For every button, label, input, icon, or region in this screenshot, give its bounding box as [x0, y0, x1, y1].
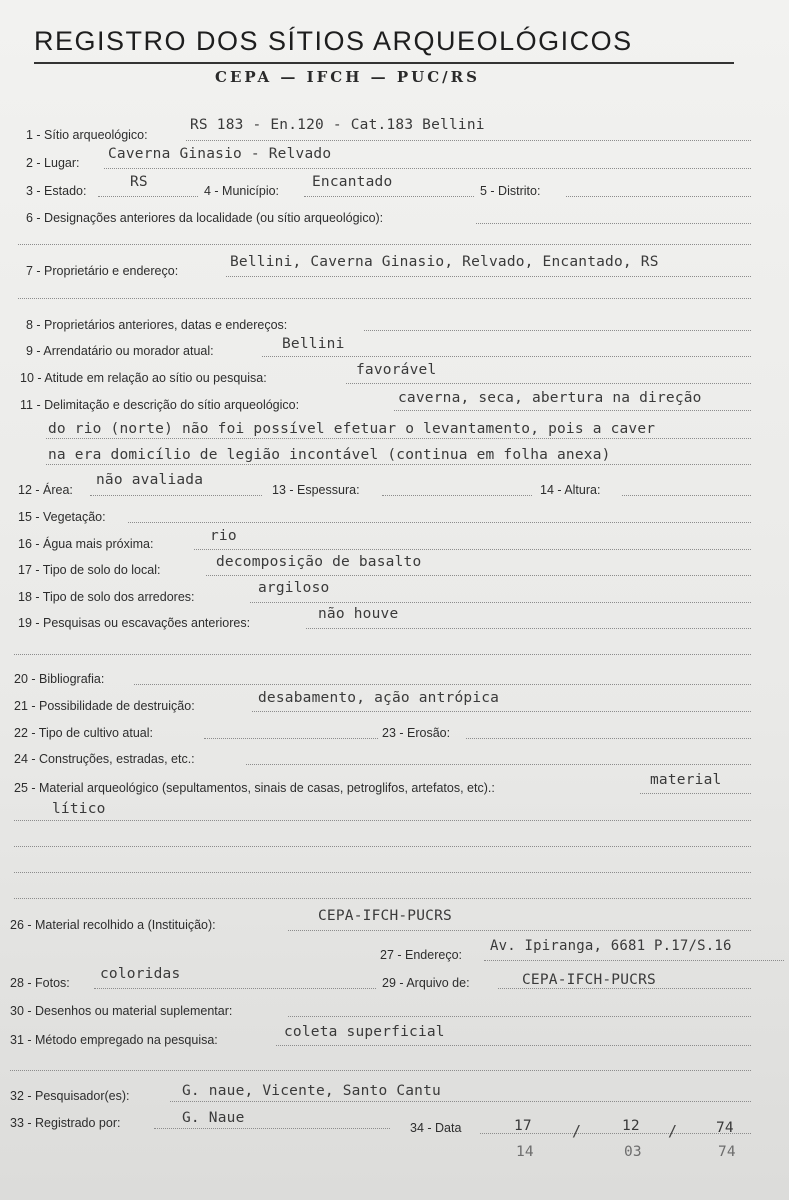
field-2-line — [104, 168, 751, 169]
field-5-line — [566, 196, 751, 197]
field-12-value: não avaliada — [96, 472, 204, 488]
field-31-value: coleta superficial — [284, 1024, 445, 1040]
field-4-label: 4 - Município: — [204, 184, 280, 198]
field-24-label: 24 - Construções, estradas, etc.: — [14, 752, 195, 766]
field-34-month-faint: 03 — [624, 1144, 642, 1160]
field-25-line — [640, 793, 751, 794]
field-23-label: 23 - Erosão: — [382, 726, 451, 740]
field-4-line — [304, 196, 474, 197]
field-7-line-2 — [18, 298, 751, 299]
field-25-line-2 — [14, 820, 751, 821]
field-16-line — [194, 549, 751, 550]
field-34-label: 34 - Data — [410, 1121, 462, 1135]
field-25-label: 25 - Material arqueológico (sepultamentos, sinais de casas, petroglifos, artefatos, etc).: — [14, 781, 495, 795]
field-10-value: favorável — [356, 362, 437, 378]
field-16-label: 16 - Água mais próxima: — [18, 537, 154, 551]
field-6-label: 6 - Designações anteriores da localidade (ou sítio arqueológico): — [26, 211, 384, 225]
field-26-line — [288, 930, 751, 931]
field-34-year: 74 — [716, 1120, 734, 1136]
field-25-line-4 — [14, 872, 751, 873]
field-11-value-line-2: do rio (norte) não foi possível efetuar o levantamento, pois a caver — [48, 421, 656, 437]
field-17-value: decomposição de basalto — [216, 554, 422, 570]
field-18-label: 18 - Tipo de solo dos arredores: — [18, 590, 195, 604]
field-15-label: 15 - Vegetação: — [18, 510, 106, 524]
field-12-line — [90, 495, 262, 496]
field-34-separator-1: / — [572, 1122, 582, 1140]
field-11-line-3 — [46, 464, 751, 465]
field-25-line-3 — [14, 846, 751, 847]
field-11-line-2 — [46, 438, 751, 439]
field-7-value: Bellini, Caverna Ginasio, Relvado, Encantado, RS — [230, 254, 659, 270]
field-19-label: 19 - Pesquisas ou escavações anteriores: — [18, 616, 251, 630]
field-14-line — [622, 495, 751, 496]
field-30-label: 30 - Desenhos ou material suplementar: — [10, 1004, 233, 1018]
field-25-line-5 — [14, 898, 751, 899]
field-31-line-2 — [10, 1070, 751, 1071]
field-14-label: 14 - Altura: — [540, 483, 601, 497]
field-29-label: 29 - Arquivo de: — [382, 976, 470, 990]
field-34-separator-2: / — [668, 1122, 678, 1140]
field-7-label: 7 - Proprietário e endereço: — [26, 264, 179, 278]
field-27-label: 27 - Endereço: — [380, 948, 462, 962]
field-20-label: 20 - Bibliografia: — [14, 672, 105, 686]
field-17-label: 17 - Tipo de solo do local: — [18, 563, 161, 577]
field-7-line — [226, 276, 751, 277]
field-20-line — [134, 684, 751, 685]
field-9-value: Bellini — [282, 336, 345, 352]
form-title: REGISTRO DOS SÍTIOS ARQUEOLÓGICOS — [34, 26, 633, 56]
field-11-value-line-1: caverna, seca, abertura na direção — [398, 390, 702, 406]
field-4-value: Encantado — [312, 174, 393, 190]
field-19-line-2 — [14, 654, 751, 655]
field-17-line — [206, 575, 751, 576]
field-11-value-line-3: na era domicílio de legião incontável (continua em folha anexa) — [48, 447, 611, 463]
field-33-value: G. Naue — [182, 1110, 245, 1126]
field-34-year-faint: 74 — [718, 1144, 736, 1160]
field-19-line — [306, 628, 751, 629]
field-19-value: não houve — [318, 606, 399, 622]
field-2-label: 2 - Lugar: — [26, 156, 80, 170]
field-1-label: 1 - Sítio arqueológico: — [26, 128, 148, 142]
field-9-label: 9 - Arrendatário ou morador atual: — [26, 344, 214, 358]
field-29-line — [498, 988, 751, 989]
field-23-line — [466, 738, 751, 739]
field-6-line — [476, 223, 751, 224]
field-25-value-line-1: material — [650, 772, 722, 788]
field-2-value: Caverna Ginasio - Relvado — [108, 146, 332, 162]
field-33-line — [154, 1128, 390, 1129]
field-28-line — [94, 988, 376, 989]
field-9-line — [262, 356, 751, 357]
field-1-line — [186, 140, 751, 141]
field-25-value-line-2: lítico — [52, 801, 106, 817]
field-3-line — [98, 196, 198, 197]
field-30-line — [288, 1016, 751, 1017]
field-34-day: 17 — [514, 1118, 532, 1134]
field-12-label: 12 - Área: — [18, 483, 73, 497]
field-32-line — [170, 1101, 751, 1102]
field-3-value: RS — [130, 174, 148, 190]
field-22-label: 22 - Tipo de cultivo atual: — [14, 726, 153, 740]
field-15-line — [128, 522, 751, 523]
field-26-value: CEPA-IFCH-PUCRS — [318, 908, 452, 924]
field-22-line — [204, 738, 378, 739]
field-21-label: 21 - Possibilidade de destruição: — [14, 699, 195, 713]
field-8-label: 8 - Proprietários anteriores, datas e endereços: — [26, 318, 288, 332]
field-5-label: 5 - Distrito: — [480, 184, 541, 198]
field-11-label: 11 - Delimitação e descrição do sítio arqueológico: — [20, 398, 300, 412]
field-24-line — [246, 764, 751, 765]
field-32-value: G. naue, Vicente, Santo Cantu — [182, 1083, 441, 1099]
field-31-label: 31 - Método empregado na pesquisa: — [10, 1033, 218, 1047]
field-1-value: RS 183 - En.120 - Cat.183 Bellini — [190, 117, 485, 133]
field-27-line — [484, 960, 784, 961]
field-13-label: 13 - Espessura: — [272, 483, 360, 497]
field-11-line — [394, 410, 751, 411]
field-27-value: Av. Ipiranga, 6681 P.17/S.16 — [490, 938, 732, 954]
field-32-label: 32 - Pesquisador(es): — [10, 1089, 130, 1103]
field-31-line — [276, 1045, 751, 1046]
title-rule — [34, 62, 734, 64]
field-13-line — [382, 495, 532, 496]
field-33-label: 33 - Registrado por: — [10, 1116, 121, 1130]
field-10-line — [346, 383, 751, 384]
field-21-value: desabamento, ação antrópica — [258, 690, 500, 706]
field-28-label: 28 - Fotos: — [10, 976, 70, 990]
field-6-line-2 — [18, 244, 751, 245]
field-18-line — [250, 602, 751, 603]
field-21-line — [252, 711, 751, 712]
field-10-label: 10 - Atitude em relação ao sítio ou pesquisa: — [20, 371, 267, 385]
field-3-label: 3 - Estado: — [26, 184, 87, 198]
field-26-label: 26 - Material recolhido a (Instituição): — [10, 918, 216, 932]
field-8-line — [364, 330, 751, 331]
field-16-value: rio — [210, 528, 237, 544]
field-34-month: 12 — [622, 1118, 640, 1134]
field-34-day-faint: 14 — [516, 1144, 534, 1160]
form-subtitle: CEPA — IFCH — PUC/RS — [215, 68, 480, 86]
field-28-value: coloridas — [100, 966, 181, 982]
field-18-value: argiloso — [258, 580, 330, 596]
field-29-value: CEPA-IFCH-PUCRS — [522, 972, 656, 988]
